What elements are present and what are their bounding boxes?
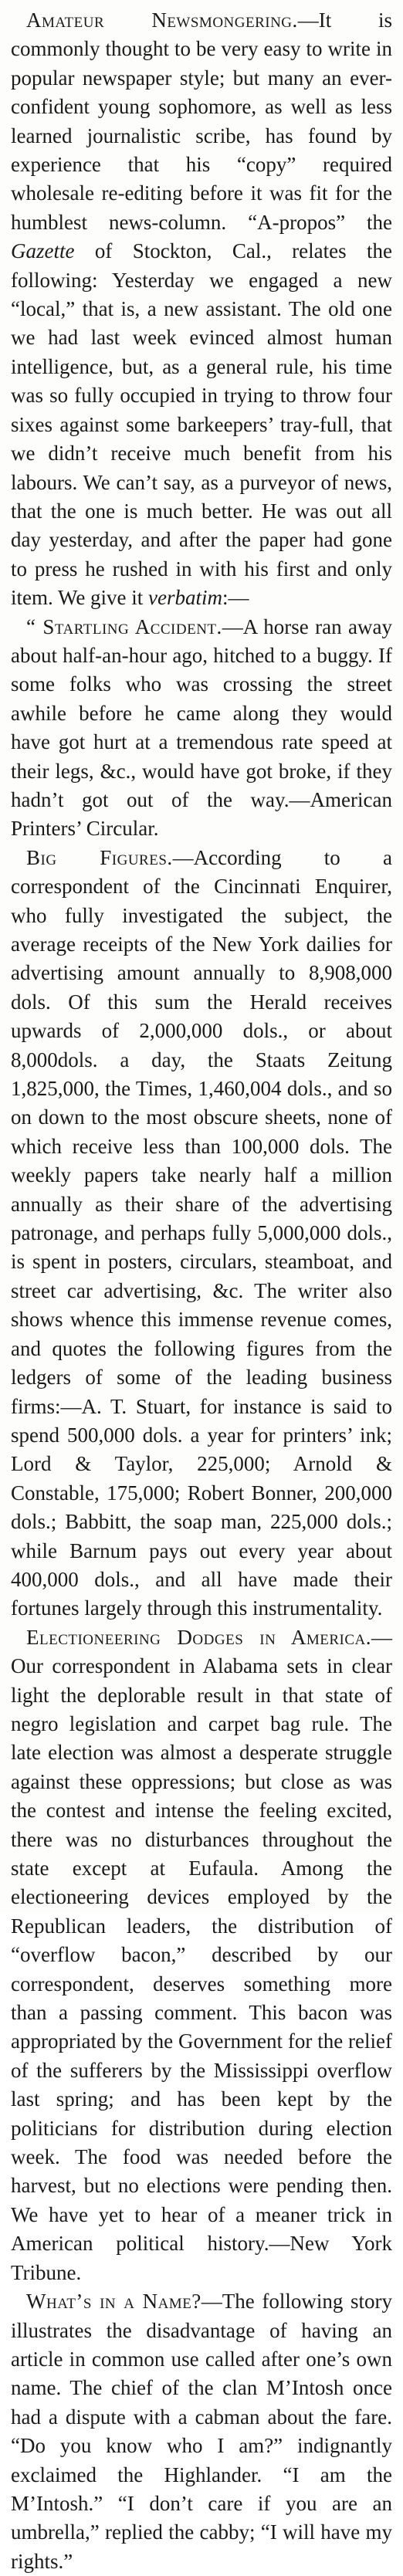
article-text: —According to a correspondent of the Cincinnati Enquirer, who fully investigated the subject, the average receipts of the New York dailies for advertising amount annually to 8,908,000 dols. Of this sum the Herald receives upwards of 2,000,000 dols., or about 8,000dols. a day, the Staats Zeitung 1,825,000, the Times, 1,460,004 dols., and so on down to the most obscure sheets, none of which receive less than 100,000 dols. The weekly papers take nearly half a million annually as their share of the advertising patronage, and perhaps fully 5,000,000 dols., is spent in posters, circulars, steamboat, and street car advertising, &c. The writer also shows whence this immense revenue comes, and quotes the following figures from the ledgers of some of the leading business firms:—A. T. Stuart, for instance is said to spend 500,000 dols. a year for printers’ ink; Lord & Taylor, 225,000; Arnold & Constable, 175,000; Robert Bonner, 200,000 dols.; Babbitt, the soap man, 225,000 dols.; while Barnum pays out every year about 400,000 dols., and all have made their fortunes largely through this instrumentality. <box>11 845 392 1620</box>
article-startling-accident <box>11 613 392 844</box>
article-heading: Electioneering Dodges in America. <box>26 1625 371 1649</box>
article-heading: What’s in a Name? <box>26 2290 202 2314</box>
article-text: of Stockton, Cal., relates the following: Yesterday we engaged a new “local,” that is, a new assistant. The old one we had last week evinced almost human intelligence, but, as a general rule, his time was so fully occupied in trying to throw four sixes against some barkeepers’ tray-full, that we didn’t receive much benefit from his labours. We can’t say, as a purveyor of news, that the one is much better. He was out all day yesterday, and after the paper had gone to press he rushed in with his first and only item. We give it <box>11 239 392 610</box>
article-big-figures <box>11 844 392 1623</box>
article-text: —It is commonly thought to be very easy to write in popular newspaper style; but many an ever-confident young sophomore, as well as less learned journalistic scribe, has found by experience that his “copy” required wholesale re-editing before it was fit for the humblest news-column. “A-propos” the <box>11 8 392 234</box>
article-heading: Big Figures. <box>26 845 173 869</box>
article-text: —The following story illustrates the disadvantage of having an article in common use called after one’s own name. The chief of the clan M’Intosh once had a dispute with a cabman about the fare. “Do you know who I am?” indignantly exclaimed the Highlander. “I am the M’Intosh.” “I don’t care if you are an umbrella,” replied the cabby; “I will have my rights.” <box>11 2290 392 2573</box>
article-text-italic: Gazette <box>11 239 75 263</box>
article-heading: “ Startling Accident. <box>26 614 222 638</box>
article-amateur-newsmongering <box>11 6 392 613</box>
article-text: —Our correspondent in Alabama sets in clear light the deplorable result in that state of negro legislation and carpet bag rule. The late election was almost a desperate struggle against these oppressions; but close as was the contest and intense the feeling excited, there was no disturbances throughout the state except at Eufaula. Among the electioneering devices employed by the Republican leaders, the distribution of “overflow bacon,” described by our correspondent, deserves something more than a passing comment. This bacon was appropriated by the Government for the relief of the sufferers by the Mississippi overflow last spring; and has been kept by the politicians for distribution during election week. The food was needed before the harvest, but no elections were pending then. We have yet to hear of a meaner trick in American political history.—New York Tribune. <box>11 1625 392 2284</box>
article-electioneering-dodges <box>11 1623 392 2287</box>
article-text: :— <box>222 586 249 610</box>
article-text: —A horse ran away about half-an-hour ago, hitched to a buggy. If some folks who was crossing the street awhile before he came along they would have got hurt at a tremendous rate speed at their legs, &c., would have got broke, if they hadn’t got out of the way.—American Printers’ Circular. <box>11 614 393 841</box>
article-whats-in-a-name <box>11 2287 392 2576</box>
article-text-italic: verbatim <box>148 586 223 610</box>
article-heading: Amateur Newsmongering. <box>26 8 298 32</box>
